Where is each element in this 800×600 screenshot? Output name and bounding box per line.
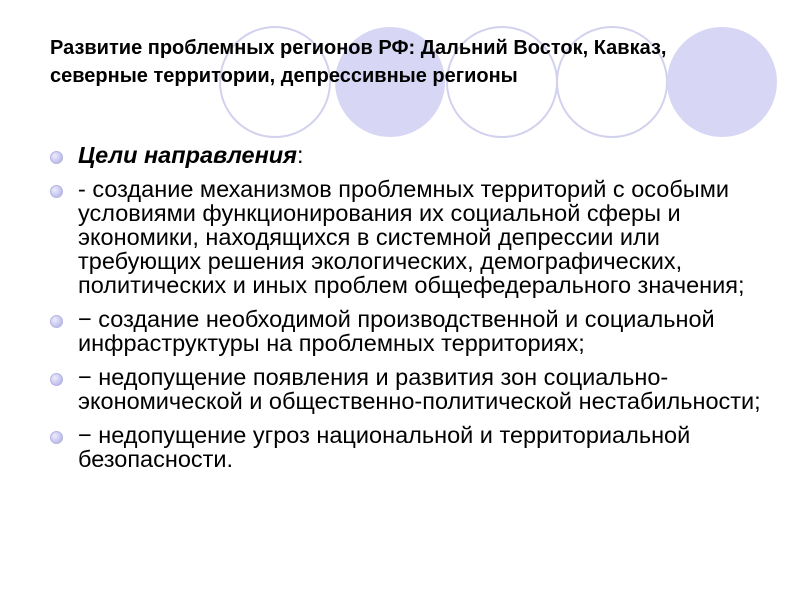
- bullet-item-1: [48, 177, 768, 297]
- bullet-dot-icon: [50, 151, 63, 164]
- bullet-item-4: [48, 423, 768, 471]
- bullet-dot-icon: [50, 431, 63, 444]
- bullet-text: − создание необходимой производственной и социальной инфраструктуры на проблемных территориях;: [78, 306, 715, 356]
- bullet-list: [48, 143, 768, 481]
- bullet-item-heading: [48, 143, 768, 167]
- bullet-dot-icon: [50, 373, 63, 386]
- bullet-item-2: [48, 307, 768, 355]
- bullet-dot-icon: [50, 185, 63, 198]
- goals-heading: Цели направления: [78, 142, 297, 168]
- bullet-text: − недопущение появления и развития зон социально-экономической и общественно-политической нестабильности;: [78, 364, 761, 414]
- bullet-dot-icon: [50, 315, 63, 328]
- slide-title: Развитие проблемных регионов РФ: Дальний Восток, Кавказ, северные территории, депрессивные регионы: [50, 37, 667, 87]
- goals-heading-colon: :: [297, 142, 304, 168]
- bullet-text: - создание механизмов проблемных территорий с особыми условиями функционирования их социальной сферы и экономики, находящихся в системной депрессии или требующих решения экологических, демографических, политических и иных проблем общефедерального значения;: [78, 176, 745, 298]
- bullet-item-3: [48, 365, 768, 413]
- bullet-text: − недопущение угроз национальной и территориальной безопасности.: [78, 422, 691, 472]
